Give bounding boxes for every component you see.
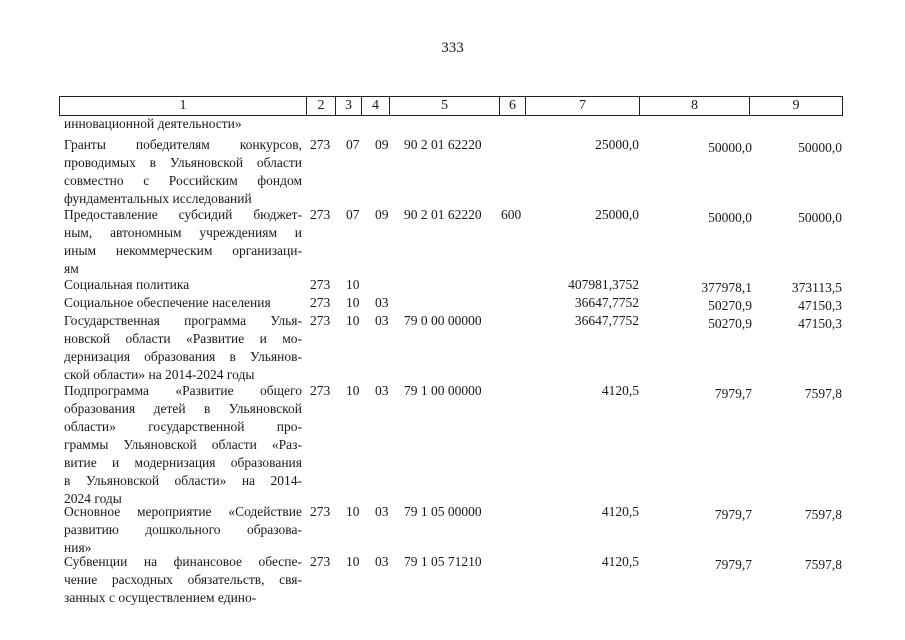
column-header-9: 9: [792, 98, 800, 113]
cell-col-9: 7597,8: [804, 507, 842, 522]
cell-col-2: 273: [310, 504, 331, 519]
cell-col-4: 09: [375, 137, 389, 152]
description-line: 2024 годы: [64, 491, 122, 506]
description-line: инновационной деятельности»: [64, 116, 242, 131]
description-line: ям: [64, 261, 79, 276]
cell-col-4: 03: [375, 504, 389, 519]
row-description: [64, 276, 302, 294]
row-description: [64, 294, 302, 312]
cell-col-3: 10: [346, 277, 360, 292]
description-line: граммы Ульяновской области «Раз-: [64, 437, 302, 452]
description-line: Основное мероприятие «Содействие: [64, 504, 302, 519]
table-header-row: [59, 96, 843, 116]
column-header-1: 1: [60, 97, 307, 115]
cell-col-9: 47150,3: [798, 298, 842, 313]
description-line: ным, автономным учреждениям и: [64, 225, 302, 240]
cell-col-2: 273: [310, 207, 331, 222]
page-number: 333: [441, 40, 464, 56]
cell-col-2: 273: [310, 383, 331, 398]
column-header-8: 8: [640, 97, 750, 115]
description-line: совместно с Российским фондом: [64, 173, 302, 188]
cell-col-7: 25000,0: [595, 137, 639, 152]
cell-col-9: 50000,0: [798, 140, 842, 155]
cell-col-4: 03: [375, 554, 389, 569]
description-line: ской области» на 2014-2024 годы: [64, 367, 255, 382]
cell-col-8: 50270,9: [708, 316, 752, 331]
cell-col-9: 7597,8: [804, 386, 842, 401]
cell-col-5: 79 0 00 00000: [404, 313, 482, 328]
description-line: Субвенции на финансовое обеспе-: [64, 554, 302, 569]
row-description: [64, 206, 302, 278]
column-header-3: 3: [336, 97, 362, 115]
row-description: [64, 115, 302, 133]
cell-col-3: 07: [346, 137, 360, 152]
cell-col-3: 07: [346, 207, 360, 222]
row-description: [64, 553, 302, 607]
description-line: чение расходных обязательств, свя-: [64, 572, 302, 587]
description-line: дернизация образования в Ульянов-: [64, 349, 302, 364]
row-description: [64, 136, 302, 208]
cell-col-6: 600: [501, 207, 522, 222]
description-line: образования детей в Ульяновской: [64, 401, 302, 416]
description-line: иным некоммерческим организаци-: [64, 243, 302, 258]
cell-col-5: 90 2 01 62220: [404, 137, 482, 152]
cell-col-3: 10: [346, 295, 360, 310]
cell-col-8: 7979,7: [714, 557, 752, 572]
description-line: Подпрограмма «Развитие общего: [64, 383, 302, 398]
cell-col-8: 50000,0: [708, 210, 752, 225]
cell-col-4: 09: [375, 207, 389, 222]
description-line: фундаментальных исследований: [64, 191, 252, 206]
description-line: Предоставление субсидий бюджет-: [64, 207, 302, 222]
cell-col-2: 273: [310, 313, 331, 328]
description-line: в Ульяновской области» на 2014-: [64, 473, 302, 488]
column-header-6: 6: [500, 97, 526, 115]
cell-col-2: 273: [310, 554, 331, 569]
column-header-4: 4: [362, 97, 390, 115]
cell-col-7: 4120,5: [601, 504, 639, 519]
cell-col-7: 4120,5: [601, 554, 639, 569]
cell-col-4: 03: [375, 295, 389, 310]
cell-col-8: 7979,7: [714, 386, 752, 401]
cell-col-9: 373113,5: [791, 280, 842, 295]
cell-col-5: 79 1 00 00000: [404, 383, 482, 398]
description-line: занных с осуществлением едино-: [64, 590, 257, 605]
cell-col-2: 273: [310, 277, 331, 292]
cell-col-8: 50000,0: [708, 140, 752, 155]
description-line: ния»: [64, 540, 92, 555]
cell-col-9: 47150,3: [798, 316, 842, 331]
cell-col-3: 10: [346, 504, 360, 519]
description-line: проводимых в Ульяновской области: [64, 155, 302, 170]
cell-col-8: 7979,7: [714, 507, 752, 522]
cell-col-2: 273: [310, 295, 331, 310]
cell-col-7: 36647,7752: [574, 313, 639, 328]
row-description: [64, 382, 302, 508]
description-line: Социальное обеспечение населения: [64, 295, 271, 310]
cell-col-7: 36647,7752: [574, 295, 639, 310]
row-description: [64, 503, 302, 557]
description-line: Социальная политика: [64, 277, 190, 292]
cell-col-4: 03: [375, 383, 389, 398]
description-line: области» государственной про-: [64, 419, 302, 434]
cell-col-5: 90 2 01 62220: [404, 207, 482, 222]
cell-col-3: 10: [346, 554, 360, 569]
description-line: Государственная программа Улья-: [64, 313, 302, 328]
description-line: витие и модернизация образования: [64, 455, 302, 470]
cell-col-8: 377978,1: [701, 280, 752, 295]
description-line: новской области «Развитие и мо-: [64, 331, 302, 346]
column-header-7: 7: [526, 97, 640, 115]
cell-col-4: 03: [375, 313, 389, 328]
cell-col-5: 79 1 05 71210: [404, 554, 482, 569]
column-header-2: 2: [307, 97, 336, 115]
cell-col-3: 10: [346, 313, 360, 328]
cell-col-7: 407981,3752: [568, 277, 639, 292]
row-description: [64, 312, 302, 384]
cell-col-3: 10: [346, 383, 360, 398]
column-header-5: 5: [390, 97, 500, 115]
cell-col-9: 7597,8: [804, 557, 842, 572]
description-line: Гранты победителям конкурсов,: [64, 137, 302, 152]
cell-col-9: 50000,0: [798, 210, 842, 225]
cell-col-2: 273: [310, 137, 331, 152]
cell-col-7: 25000,0: [595, 207, 639, 222]
cell-col-7: 4120,5: [601, 383, 639, 398]
cell-col-5: 79 1 05 00000: [404, 504, 482, 519]
description-line: развитию дошкольного образова-: [64, 522, 302, 537]
cell-col-8: 50270,9: [708, 298, 752, 313]
